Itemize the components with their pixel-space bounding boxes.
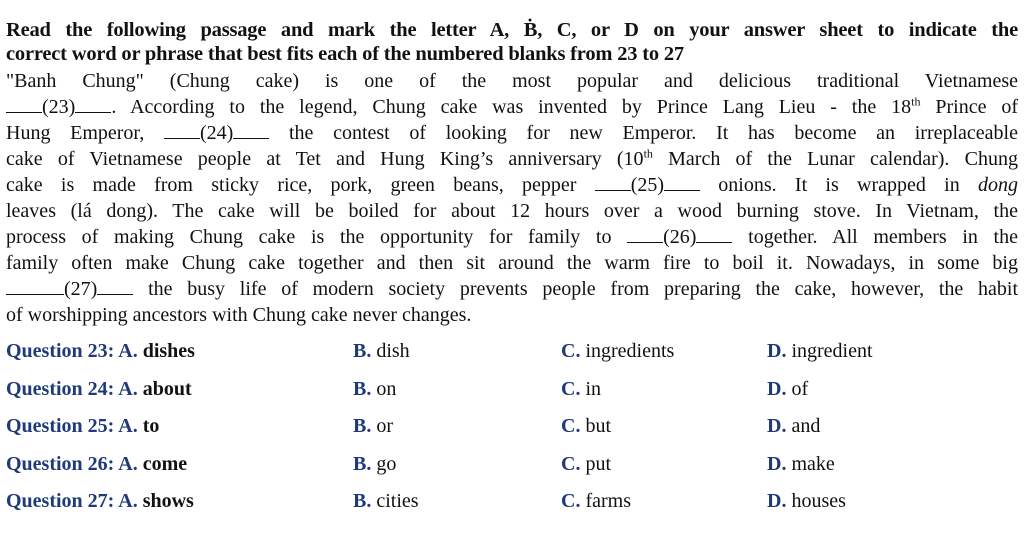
blank-25-left: [595, 172, 631, 191]
option-c[interactable]: [561, 453, 611, 476]
option-b[interactable]: [353, 378, 396, 401]
blank-24-right: [233, 120, 269, 139]
option-b[interactable]: [353, 490, 419, 513]
passage-line: [6, 68, 1018, 94]
question-24: [6, 378, 1018, 416]
blank-number-24: (24): [199, 122, 234, 144]
passage-text: cake is made from sticky rice, pork, green beans, pepper: [6, 174, 595, 196]
italic-word: dong: [978, 174, 1018, 196]
option-letter[interactable]: D.: [767, 377, 787, 400]
passage-line: [6, 302, 1018, 328]
option-b[interactable]: [353, 453, 396, 476]
instructions-line-2: correct word or phrase that best fits each of the numbered blanks from 23 to 27: [6, 43, 684, 65]
option-text[interactable]: dish: [371, 340, 410, 362]
option-letter[interactable]: A.: [118, 377, 138, 400]
instructions: [6, 18, 1018, 66]
passage-text: Hung Emperor,: [6, 122, 164, 144]
option-letter[interactable]: C.: [561, 490, 581, 512]
option-text[interactable]: but: [580, 415, 612, 437]
passage-line: [6, 224, 1018, 250]
blank-number-25: (25): [630, 174, 665, 196]
option-letter[interactable]: D.: [767, 340, 787, 362]
blank-26-right: [696, 224, 732, 243]
option-d[interactable]: [767, 453, 835, 476]
question-label: Question 25: A. to: [6, 415, 160, 437]
passage-text: leaves (lá dong). The cake will be boiled for about 12 hours over a wood burning stove. In Vietnam, the: [6, 200, 1018, 222]
option-letter[interactable]: C.: [561, 452, 581, 475]
passage-line: [6, 172, 1018, 198]
option-text[interactable]: dishes: [137, 340, 195, 362]
option-c[interactable]: [561, 415, 611, 438]
option-text[interactable]: to: [137, 415, 160, 437]
option-b[interactable]: [353, 340, 410, 363]
option-text[interactable]: cities: [371, 490, 419, 512]
option-letter[interactable]: B.: [353, 415, 372, 437]
passage-line: [6, 94, 1018, 120]
option-text[interactable]: on: [371, 377, 397, 400]
question-26: [6, 453, 1018, 491]
passage-line: [6, 250, 1018, 276]
passage-line: [6, 146, 1018, 172]
option-letter[interactable]: B.: [353, 452, 372, 475]
option-letter[interactable]: A.: [118, 415, 138, 437]
option-text[interactable]: farms: [580, 490, 631, 512]
option-d[interactable]: [767, 490, 846, 513]
blank-26-left: [627, 224, 663, 243]
superscript: th: [643, 146, 653, 161]
question-27: [6, 490, 1018, 528]
option-c[interactable]: [561, 490, 631, 513]
passage-text: family often make Chung cake together and then sit around the warm fire to boil it. Nowadays, in some big: [6, 252, 1018, 274]
option-d[interactable]: [767, 415, 820, 438]
passage-line: [6, 276, 1018, 302]
passage-text: Prince of: [920, 96, 1018, 118]
option-text[interactable]: in: [580, 377, 602, 400]
option-letter[interactable]: D.: [767, 490, 787, 512]
question-label: Question 27: A. shows: [6, 490, 194, 512]
question-label: Question 26: A. come: [6, 452, 188, 475]
option-letter[interactable]: B.: [353, 340, 372, 362]
passage-line: [6, 198, 1018, 224]
passage-text: onions. It is wrapped in: [700, 174, 978, 196]
passage-text: together. All members in the: [732, 226, 1018, 248]
option-text[interactable]: put: [580, 452, 612, 475]
blank-number-27: (27): [64, 278, 98, 300]
option-d[interactable]: [767, 340, 873, 363]
question-label: Question 24: A. about: [6, 377, 192, 400]
option-c[interactable]: [561, 378, 601, 401]
option-c[interactable]: [561, 340, 674, 363]
blank-27-left: [6, 276, 64, 295]
option-d[interactable]: [767, 378, 808, 401]
option-letter[interactable]: D.: [767, 452, 787, 475]
passage-text: . According to the legend, Chung cake was invented by Prince Lang Lieu - the 18: [111, 96, 912, 118]
option-text[interactable]: ingredient: [786, 340, 873, 362]
option-text[interactable]: come: [137, 452, 188, 475]
blank-23-right: [75, 94, 111, 113]
blank-27-right: [97, 276, 133, 295]
question-25: [6, 415, 1018, 453]
option-text[interactable]: about: [137, 377, 192, 400]
blank-25-right: [664, 172, 700, 191]
blank-number-23: (23): [42, 96, 76, 118]
option-letter[interactable]: C.: [561, 377, 581, 400]
blank-number-26: (26): [663, 226, 697, 248]
passage-line: [6, 120, 1018, 146]
option-letter[interactable]: C.: [561, 415, 581, 437]
blank-24-left: [164, 120, 200, 139]
passage-text: cake of Vietnamese people at Tet and Hung King’s anniversary (10: [6, 148, 644, 170]
option-text[interactable]: houses: [786, 490, 846, 512]
passage-text: "Banh Chung" (Chung cake) is one of the most popular and delicious traditional Vietnamese: [6, 70, 1018, 92]
option-text[interactable]: of: [786, 377, 809, 400]
option-letter[interactable]: C.: [561, 340, 581, 362]
option-letter[interactable]: D.: [767, 415, 787, 437]
passage-text: of worshipping ancestors with Chung cake never changes.: [6, 304, 472, 326]
option-text[interactable]: or: [371, 415, 394, 437]
passage-text: the contest of looking for new Emperor. It has become an irreplaceable: [269, 122, 1018, 144]
passage-text: process of making Chung cake is the opportunity for family to: [6, 226, 628, 248]
option-text[interactable]: shows: [137, 490, 194, 512]
option-text[interactable]: ingredients: [580, 340, 675, 362]
question-label: Question 23: A. dishes: [6, 340, 195, 362]
option-b[interactable]: [353, 415, 393, 438]
option-letter[interactable]: A.: [118, 340, 138, 362]
option-letter[interactable]: A.: [118, 452, 138, 475]
question-23: [6, 340, 1018, 378]
blank-23-left: [6, 94, 42, 113]
instructions-line-1: Read the following passage and mark the letter A, Ḃ, C, or D on your answer sheet to indicate the: [6, 19, 1018, 41]
option-letter[interactable]: B.: [353, 490, 372, 512]
option-letter[interactable]: B.: [353, 377, 372, 400]
passage-text: March of the Lunar calendar). Chung: [652, 148, 1018, 170]
option-text[interactable]: make: [786, 452, 835, 475]
passage: [6, 68, 1018, 328]
option-text[interactable]: go: [371, 452, 397, 475]
superscript: th: [911, 94, 921, 109]
questions: [6, 340, 1018, 528]
passage-text: the busy life of modern society prevents people from preparing the cake, however, the habit: [133, 278, 1018, 300]
option-letter[interactable]: A.: [118, 490, 138, 512]
option-text[interactable]: and: [786, 415, 821, 437]
